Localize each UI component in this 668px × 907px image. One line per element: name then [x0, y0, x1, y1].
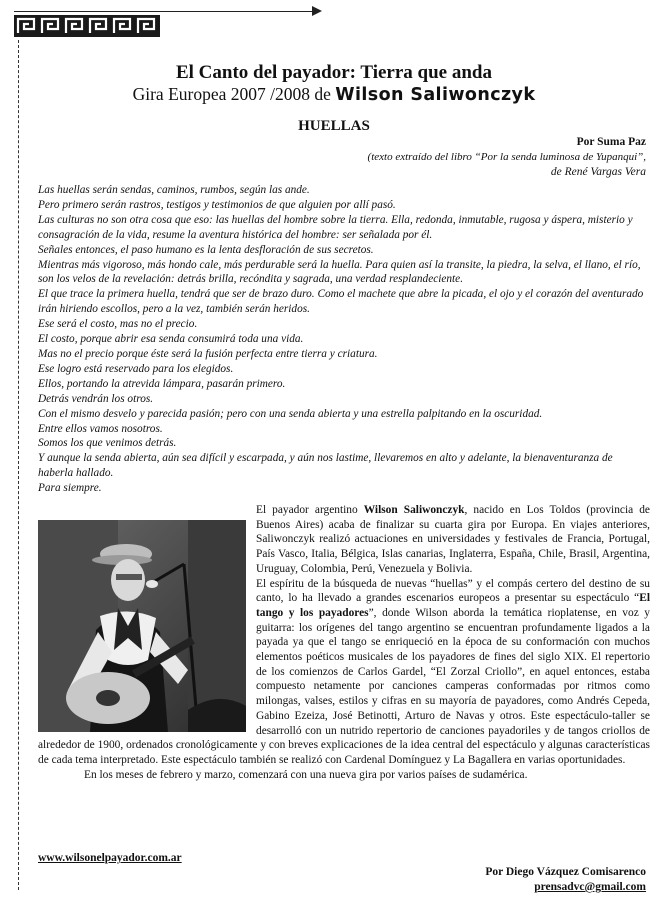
poem-line: Ellos, portando la atrevida lámpara, pasarán primero.	[38, 377, 286, 390]
poem-line: El costo, porque abrir esa senda consumirá toda una vida.	[38, 333, 304, 346]
poem-source: (texto extraído del libro “Por la senda luminosa de Yupanqui”,	[367, 151, 646, 163]
poem-body	[38, 183, 650, 496]
poem-line: Señales entonces, el paso humano es la lenta desfloración de sus secretos.	[38, 243, 374, 256]
poem-line: Las culturas no son otra cosa que eso: las huellas del hombre sobre la tierra. Ella, redonda, inmutable, rugosa y áspera, misterio y consagración de la vida, resume la aventura histórica del hombre: ser señalada por él.	[38, 213, 633, 241]
bio-artist-name: Wilson Saliwonczyk	[363, 504, 465, 516]
article-author: Por Diego Vázquez Comisarenco	[485, 866, 646, 878]
poem-line: El que trace la primera huella, tendrá que ser de brazo duro. Como el machete que abre la picada, el ojo y el corazón del aventurado irán hiriendo escollos, pero a la vez, también serán heridos.	[38, 288, 644, 316]
page-subtitle	[0, 84, 668, 105]
poem-line: Para siempre.	[38, 482, 102, 495]
artist-biography	[38, 503, 650, 782]
bio-p2-text-b: ”, donde Wilson aborda la temática rioplatense, en voz y guitarra: los orígenes del tango argentino se encuentran profundamente ligados a la payada ya que el tango se enriqueció en la época de su conformación con muchos elementos poéticos musicales de los payadores de fines del siglo XIX. El repertorio de los comienzos de Carlos Gardel, “El Zorzal Criollo”, en aquel entonces, estaba compuesto netamente por canciones camperas conformadas por ritmos como milongas, valses, estilos y cifras en su mayoría de payadores, como Andrés Cepeda, Gabino Ezeiza, José Betinotti, Arturo de Navas y otros. Este espectáculo-taller se desarrolló con un nutrido repertorio de canciones payadoriles y de tangos criollos de alrededor de 1900, ordenados cronológicamente y con breves explicaciones de la idea central del espectáculo y algunas características de cada tema interpretado. Este espectáculo también se realizó con Cardenal Domínguez y La Bagallera en varias oportunidades.	[38, 606, 650, 766]
bio-p1-text-b: , nacido en Los Toldos (provincia de Buenos Aires) acaba de finalizar su cuarta gira por Europa. En viajes anteriores, Saliwonczyk realizó actuaciones en universidades y festivales de Francia, Portugal, País Vasco, Italia, Bélgica, Islas canarias, Inglaterra, España, Chile, Brasil, Argentina, Uruguay, Colombia, Perú, Venezuela y Bolivia.	[256, 504, 650, 575]
photo-spacer	[38, 503, 256, 735]
poem-title: HUELLAS	[298, 118, 370, 134]
bio-p1-text-a: El payador argentino	[256, 504, 364, 516]
poem-line: Ese logro está reservado para los elegidos.	[38, 362, 234, 375]
poem-line: Mas no el precio porque éste será la fusión perfecta entre tierra y criatura.	[38, 347, 378, 360]
greek-key-pattern-icon	[14, 15, 160, 37]
email-link[interactable]: prensadvc@gmail.com	[534, 881, 646, 893]
poem-line: Detrás vendrán los otros.	[38, 392, 154, 405]
bio-show-title: El tango y los payadores	[256, 592, 650, 619]
page-title: El Canto del payador: Tierra que anda	[175, 62, 492, 83]
poem-source-author: de René Vargas Vera	[550, 166, 646, 178]
poem-author: Por Suma Paz	[576, 136, 646, 148]
website-link[interactable]: www.wilsonelpayador.com.ar	[38, 852, 182, 864]
poem-line: Con el mismo desvelo y parecida pasión; pero con una senda abierta y una estrella palpitando en la oscuridad.	[38, 407, 543, 420]
poem-line: Mientras más vigoroso, más hondo cale, más perdurable será la huella. Para quien así la transite, la piedra, la selva, el llano, el río, son los velos de la revelación: detrás brilla, recóndita y sagrada, una verdad resplandeciente.	[38, 258, 641, 286]
subtitle-prefix: Gira Europea 2007 /2008 de	[132, 84, 331, 104]
arrow-right-icon	[312, 6, 322, 16]
poem-line: Las huellas serán sendas, caminos, rumbos, según las ande.	[38, 184, 310, 196]
poem-line: Entre ellos vamos nosotros.	[38, 422, 163, 435]
subtitle-artist-name: Wilson Saliwonczyk	[335, 85, 536, 105]
bio-p2-text-a: El espíritu de la búsqueda de nuevas “huellas” y el compás certero del destino de su canto, lo ha llevado a grandes escenarios europeos a presentar su espectáculo “	[256, 577, 650, 605]
bio-paragraph-3: En los meses de febrero y marzo, comenzará con una nueva gira por varios países de sudamérica.	[84, 768, 528, 781]
poem-line: Somos los que venimos detrás.	[38, 437, 177, 450]
top-rule	[14, 11, 314, 12]
left-dashed-rule	[18, 40, 19, 890]
poem-line: Y aunque la senda abierta, aún sea difícil y escarpada, y aún nos lastime, llevaremos en alto y adelante, la bienaventuranza de haberla hallado.	[38, 452, 613, 480]
poem-line: Ese será el costo, mas no el precio.	[38, 318, 198, 331]
poem-line: Pero primero serán rastros, testigos y testimonios de que alguien por allí pasó.	[38, 198, 396, 211]
